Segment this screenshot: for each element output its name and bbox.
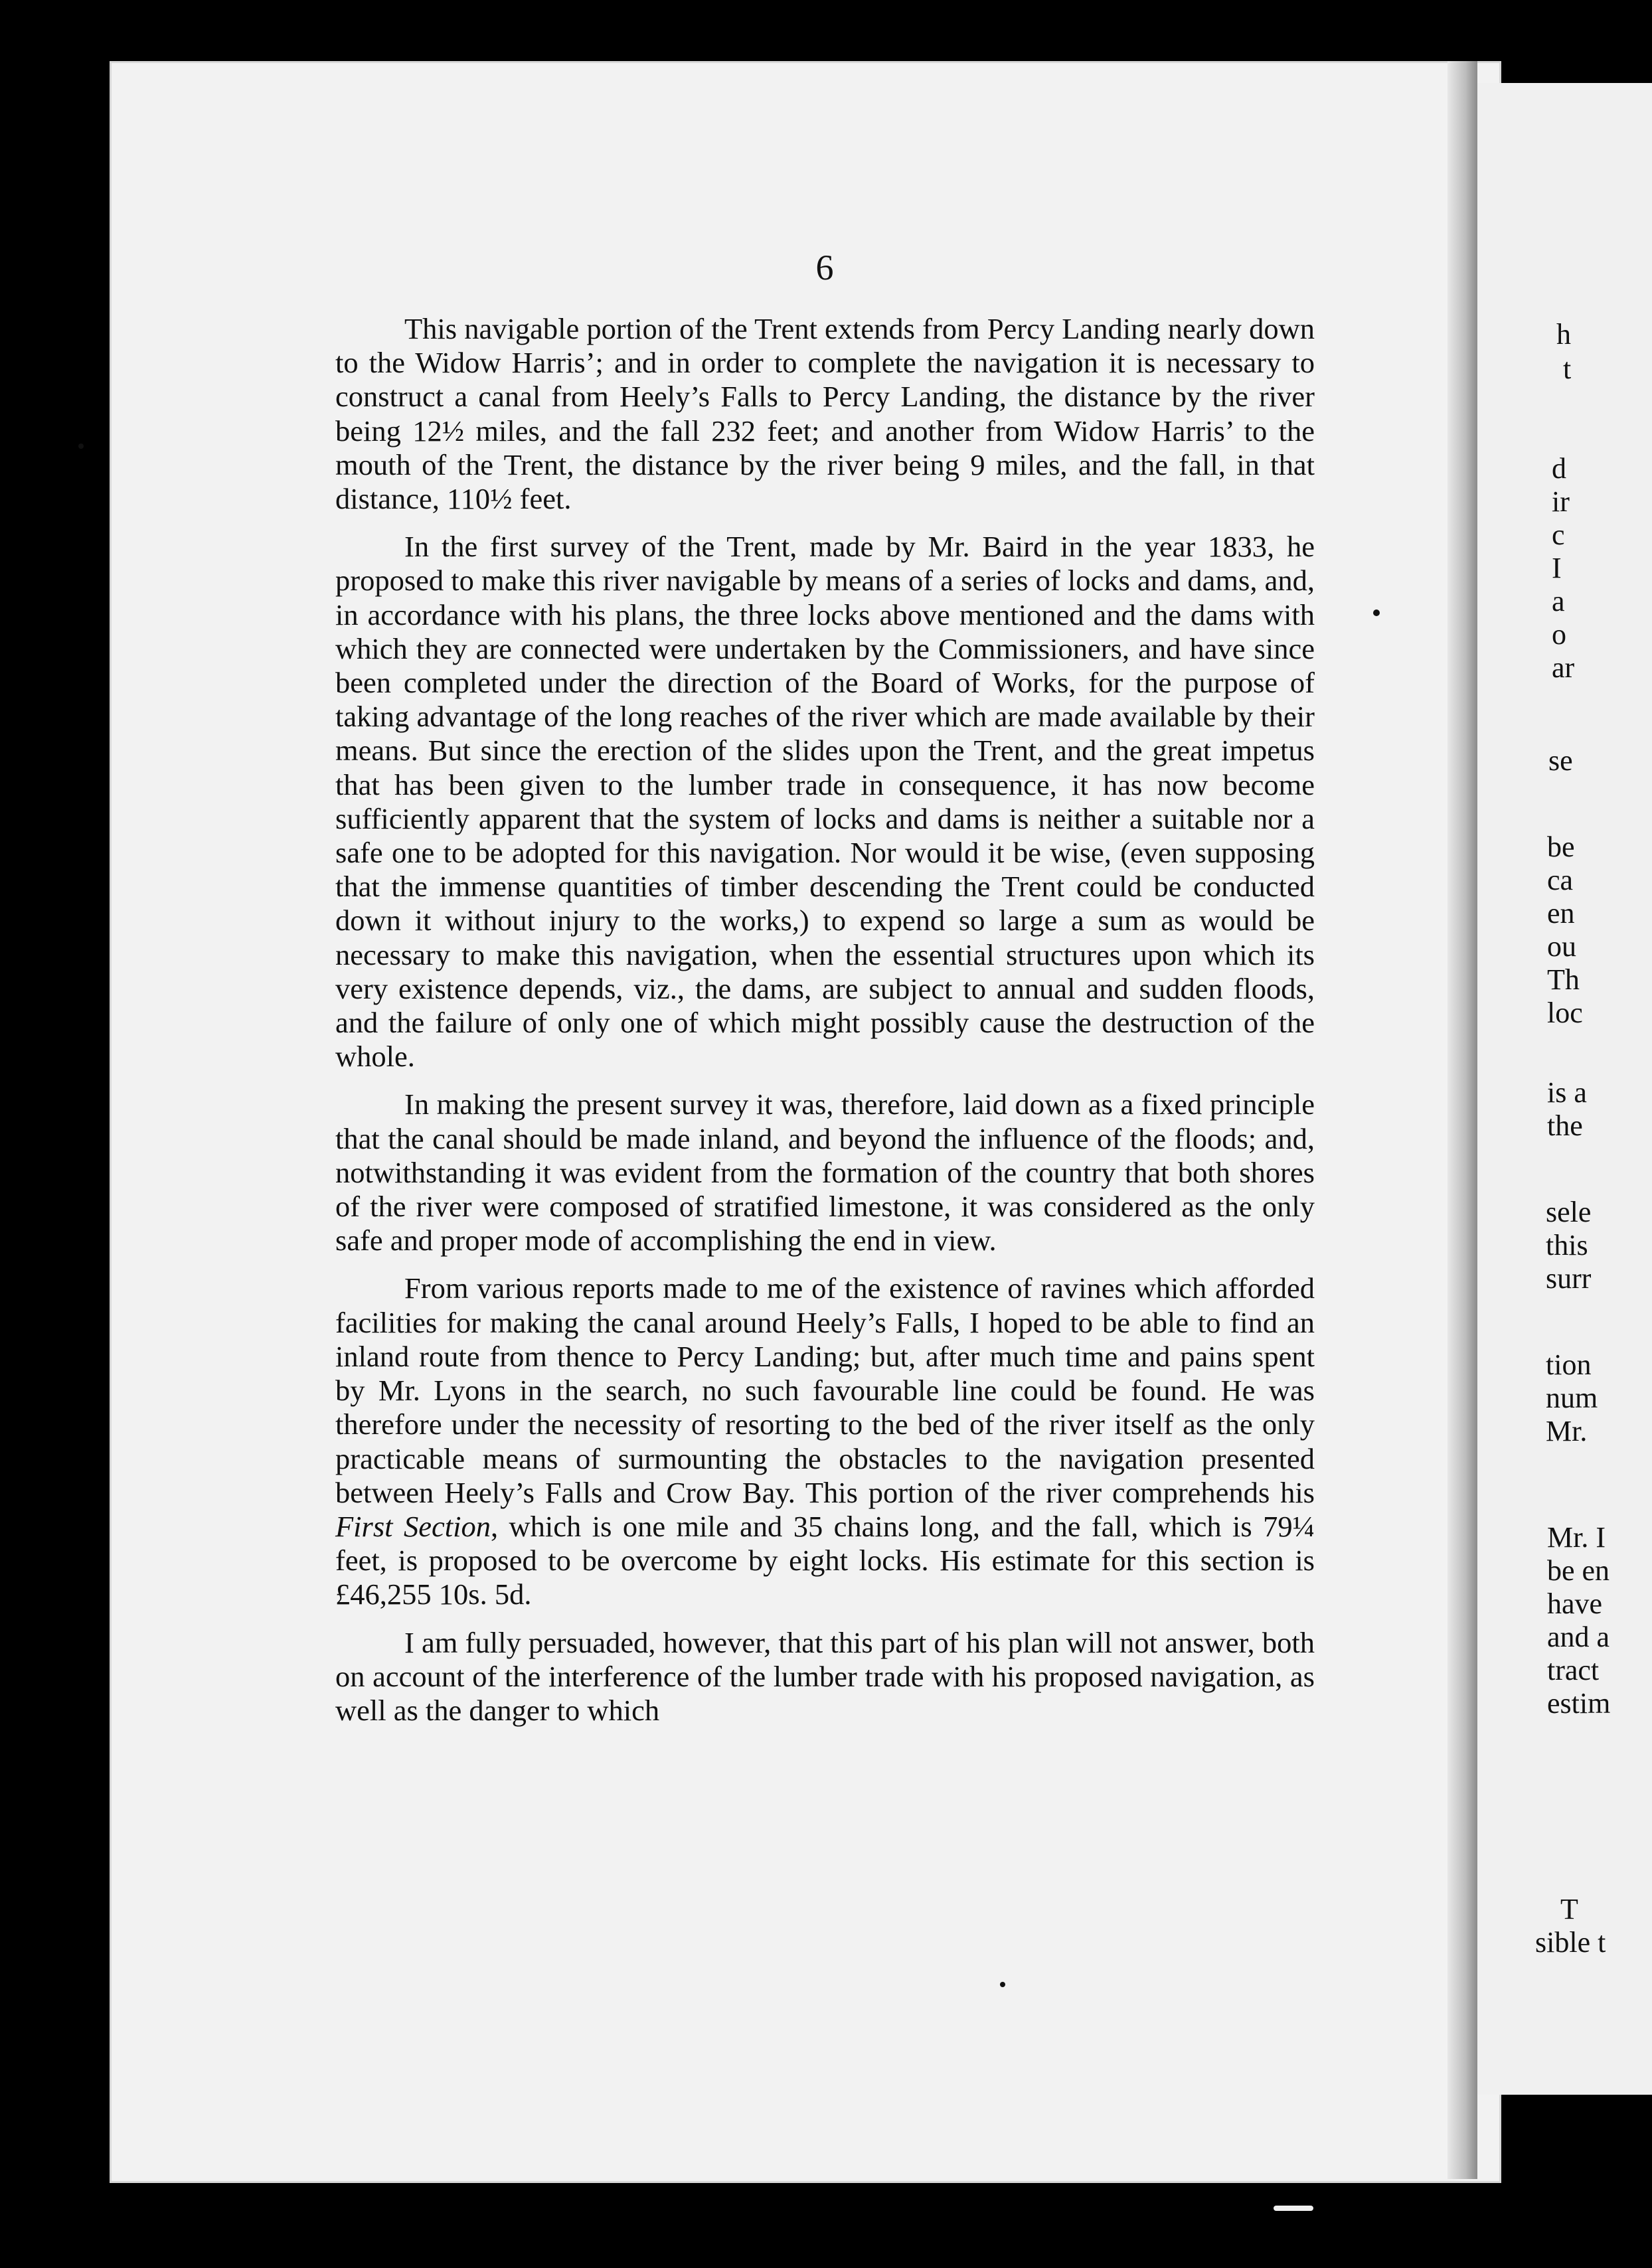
- italic-phrase: First Section: [335, 1509, 491, 1543]
- paragraph-1: [335, 312, 1315, 516]
- body-text: [335, 312, 1315, 1742]
- right-page-fragment: se: [1548, 744, 1573, 777]
- right-page-fragment: estim: [1547, 1687, 1611, 1720]
- right-page-fragment: tion: [1546, 1348, 1592, 1381]
- right-page-fragment: Mr.: [1546, 1415, 1588, 1447]
- right-page-fragment: a: [1552, 585, 1565, 617]
- right-page-fragment: ar: [1552, 651, 1575, 684]
- right-page-fragment: have: [1547, 1587, 1603, 1620]
- right-page-fragment: ir: [1552, 485, 1570, 518]
- right-page-fragment: en: [1547, 897, 1575, 930]
- right-page-fragment: num: [1546, 1382, 1598, 1414]
- right-page-fragment: sele: [1546, 1196, 1592, 1228]
- scan-speck: [1373, 609, 1380, 616]
- right-page-fragment: and a: [1547, 1621, 1610, 1653]
- paragraph-4: [335, 1271, 1315, 1611]
- right-page-fragment: o: [1552, 618, 1566, 651]
- right-page-fragment: d: [1552, 452, 1566, 485]
- scan-speck: [1274, 2206, 1313, 2211]
- right-page-fragment: t: [1563, 353, 1572, 385]
- right-page-fragment: loc: [1547, 997, 1583, 1029]
- right-page-fragment: T: [1560, 1893, 1578, 1925]
- right-page-fragment: this: [1546, 1229, 1588, 1261]
- page-fold-shadow: [1447, 61, 1477, 2179]
- scan-speck: [78, 444, 84, 449]
- text-run: I am fully persuaded, however, that this part of his plan will not answer, both on account of the interference of the lumber trade with his proposed navigation, as well as the danger to which: [335, 1625, 1315, 1727]
- right-page-fragment: surr: [1546, 1262, 1592, 1295]
- text-run: From various reports made to me of the existence of ravines which afforded facilities for making the canal around Heely’s Falls, I hoped to be able to find an inland route from thence to Percy Landing; but, after much time and pains spent by Mr. Lyons in the search, no such favourable line could be found. He was therefore under the necessity of resorting to the bed of the river itself as the only practicable means of surmounting the obstacles to the navigation presented between Heely’s Falls and Crow Bay. This portion of the river comprehends his: [335, 1271, 1315, 1509]
- paragraph-5: [335, 1626, 1315, 1728]
- right-page-fragment: sible t: [1535, 1926, 1606, 1959]
- right-page-fragment: Mr. I: [1547, 1521, 1606, 1554]
- text-run: , which is one mile and 35 chains long, and the fall, which is 79¼ feet, is proposed to be overcome by eight locks. His estimate for this section is £46,255 10s. 5d.: [335, 1509, 1315, 1611]
- text-run: In making the present survey it was, therefore, laid down as a fixed principle that the canal should be made inland, and beyond the influence of the floods; and, notwithstanding it was evident from the formation of the country that both shores of the river were composed of stratified limestone, it was considered as the only safe and proper mode of accomplishing the end in view.: [335, 1088, 1315, 1257]
- text-run: In the first survey of the Trent, made by Mr. Baird in the year 1833, he proposed to make this river navigable by means of a series of locks and dams, and, in accordance with his plans, the three locks above mentioned and the dams with which they are connected were undertaken by the Commissioners, and have since been completed under the direction of the Board of Works, for the purpose of taking advantage of the long reaches of the river which are made available by their means. But since the erection of the slides upon the Trent, and the great impetus that has been given to the lumber trade in consequence, it has now become sufficiently apparent that the system of locks and dams is neither a suitable nor a safe one to be adopted for this navigation. Nor would it be wise, (even supposing that the immense quantities of timber descending the Trent could be conducted down it without injury to the works,) to expend so large a sum as would be necessary to make this navigation, when the essential structures upon which its very existence depends, viz., the dams, are subject to annual and sudden floods, and the failure of only one of which might possibly cause the destruction of the whole.: [335, 530, 1315, 1074]
- right-page-fragment: I: [1552, 552, 1562, 584]
- paragraph-3: [335, 1088, 1315, 1257]
- right-page-fragment: c: [1552, 519, 1565, 551]
- right-page-fragment: Th: [1547, 963, 1580, 996]
- text-run: This navigable portion of the Trent extends from Percy Landing nearly down to the Widow Harris’; and in order to complete the navigation it is necessary to construct a canal from Heely’s Falls to Percy Landing, the distance by the river being 12½ miles, and the fall 232 feet; and another from Widow Harris’ to the mouth of the Trent, the distance by the river being 9 miles, and the fall, in that distance, 110½ feet.: [335, 312, 1315, 516]
- right-page-fragment: ou: [1547, 930, 1576, 963]
- right-page-fragment: ca: [1547, 864, 1574, 896]
- scan-speck: [1000, 1982, 1005, 1987]
- right-page-fragment: tract: [1547, 1654, 1600, 1686]
- right-page-fragment: be en: [1547, 1554, 1610, 1587]
- paragraph-2: [335, 530, 1315, 1074]
- right-page-fragment: is a: [1547, 1076, 1587, 1109]
- right-page-fragment: be: [1547, 831, 1575, 863]
- right-page-fragment: the: [1547, 1109, 1583, 1142]
- page-number: 6: [815, 248, 834, 287]
- right-page-fragment: h: [1556, 318, 1571, 351]
